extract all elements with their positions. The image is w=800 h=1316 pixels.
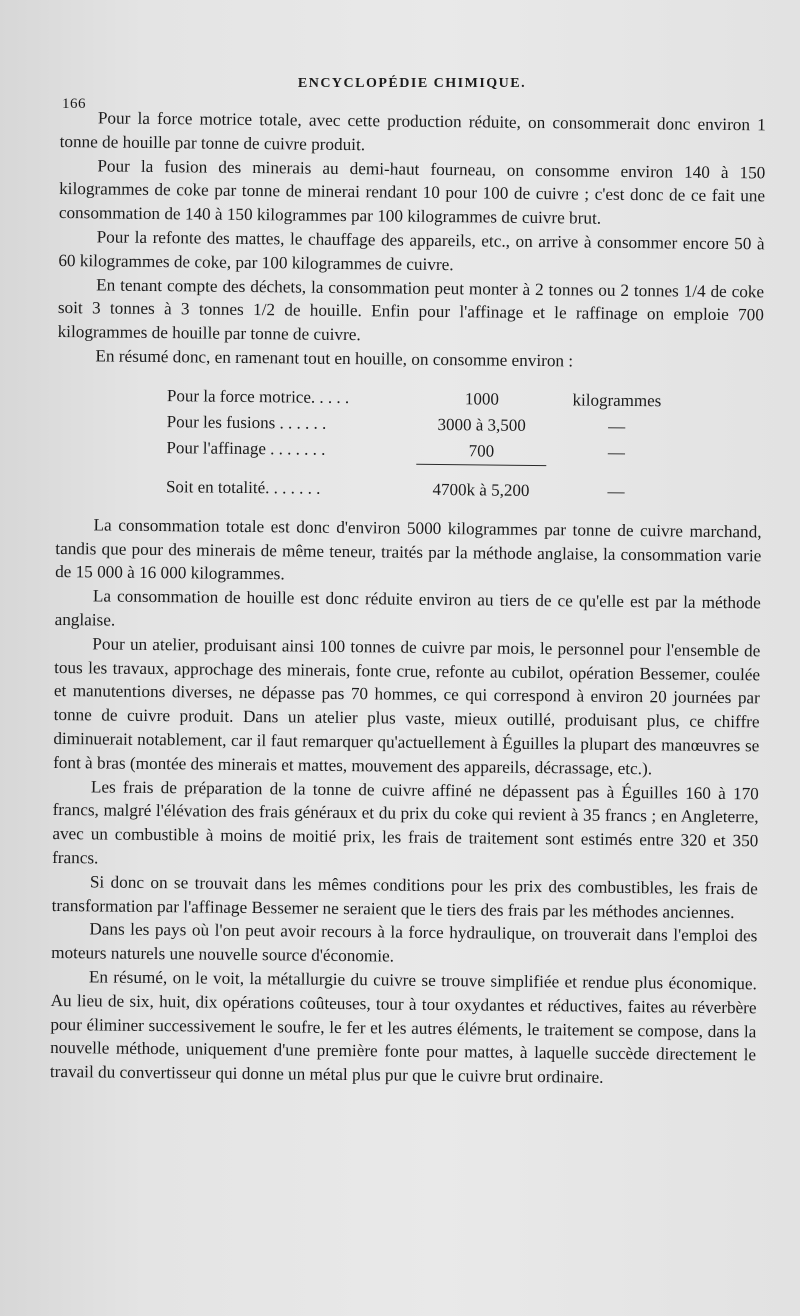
paragraph: La consommation totale est donc d'environ 5000 kilogrammes par tonne de cuivre marchand, tandis que pour des minerais de même teneur, traités par la méthode anglaise, la consommation varie de 15 000 à 16 000 kilogrammes. xyxy=(55,515,762,584)
paragraph: Pour un atelier, produisant ainsi 100 tonnes de cuivre par mois, le personnel pour l'ensemble de tous les travaux, approchage des minerais, fonte crue, refonte au cubilot, opération Bessemer, coulée et manutentions diverses, ne dépasse pas 70 hommes, ce qui correspond à environ 20 journées par tonne de cuivre produit. Dans un atelier plus vaste, mieux outillé, produisant plus, ce chiffre diminuerait notablement, car il faut remarquer qu'actuellement à Éguilles la plupart des manœuvres se font à bras (montée des minerais et mattes, mouvement des appareils, décrassage, etc.). xyxy=(53,634,761,778)
paragraph: Pour la fusion des minerais au demi-haut fourneau, on consomme environ 140 à 150 kilogrammes de coke par tonne de minerai rendant 10 pour 100 de cuivre ; c'est donc de ce fait une consommation de 140 à 150 kilogrammes par 100 kilogrammes de cuivre brut. xyxy=(58,155,766,228)
paragraph: La consommation de houille est donc réduite environ au tiers de ce qu'elle est par la méthode anglaise. xyxy=(54,586,761,630)
row-unit: — xyxy=(608,416,626,436)
row-value: 700 xyxy=(468,441,495,461)
page-number: 166 xyxy=(62,96,86,112)
paragraph: En tenant compte des déchets, la consommation peut monter à 2 tonnes ou 2 tonnes 1/4 de coke soit 3 tonnes à 3 tonnes 1/2 de houille. Enfin pour l'affinage et le raffinage on emploie 700 kilogrammes de houille par tonne de cuivre. xyxy=(57,274,765,345)
row-unit: kilogrammes xyxy=(572,390,662,411)
row-label: Pour la force motrice. . . . . xyxy=(166,385,350,407)
paragraph: Pour la refonte des mattes, le chauffage des appareils, etc., on arrive à consommer encore 50 à 60 kilogrammes de coke, par 100 kilogrammes de cuivre. xyxy=(58,227,765,274)
paragraph: En résumé donc, en ramenant tout en houille, on consomme environ : xyxy=(95,346,574,371)
paragraph: Les frais de préparation de la tonne de cuivre affiné ne dépassent pas à Éguilles 160 à 170 francs, malgré l'élévation des frais généraux et du prix du coke qui revient à 35 francs ; en Angleterre, avec un combustible à moins de moitié prix, les frais de traitement sont estimés entre 320 et 350 francs. xyxy=(52,776,759,868)
running-head: ENCYCLOPÉDIE CHIMIQUE. xyxy=(297,76,527,91)
row-unit: — xyxy=(607,442,626,462)
page-header xyxy=(62,76,762,112)
consumption-table xyxy=(166,383,687,505)
row-label: Pour les fusions . . . . . . xyxy=(166,411,327,433)
total-label: Soit en totalité. . . . . . . xyxy=(165,476,321,498)
paragraph: En résumé, on le voit, la métallurgie du cuivre se trouve simplifiée et rendue plus économique. Au lieu de six, huit, dix opérations coûteuses, tour à tour oxydantes et réductives, faites au réverbère pour éliminer successivement le soufre, le fer et les autres éléments, le traitement se compose, dans la nouvelle méthode, uniquement d'une première fonte pour mattes, à laquelle succède directement le travail du convertisseur qui donne un métal plus pur que le cuivre brut ordinaire. xyxy=(49,967,757,1087)
paragraph: Pour la force motrice totale, avec cette production réduite, on consommerait donc environ 1 tonne de houille par tonne de cuivre produit. xyxy=(59,108,766,154)
table-total-row xyxy=(166,470,686,505)
total-unit: — xyxy=(607,481,625,501)
page-body xyxy=(50,106,766,1091)
paragraph: Si donc on se trouvait dans les mêmes conditions pour les prix des combustibles, les frais de transformation par l'affinage Bessemer ne seraient que le tiers des frais par les méthodes anciennes. xyxy=(51,872,758,922)
row-value: 3000 à 3,500 xyxy=(437,414,526,435)
total-value: 4700k à 5,200 xyxy=(432,479,530,500)
row-label: Pour l'affinage . . . . . . . xyxy=(166,438,326,459)
row-value: 1000 xyxy=(464,389,500,409)
paragraph: Dans les pays où l'on peut avoir recours à la force hydraulique, on trouverait dans l'emploi des moteurs naturels une nouvelle source d'économie. xyxy=(51,919,758,966)
